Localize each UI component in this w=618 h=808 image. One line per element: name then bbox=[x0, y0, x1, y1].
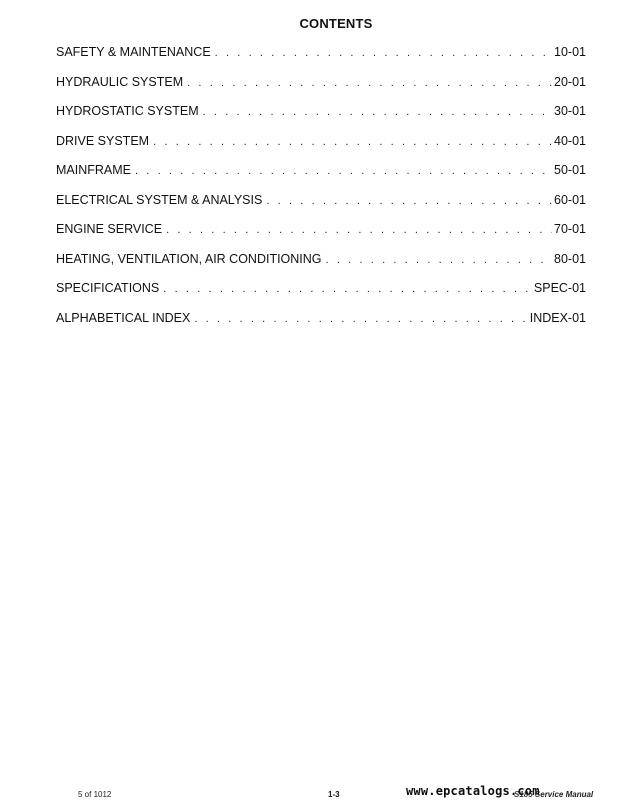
watermark-text: www.epcatalogs.com bbox=[406, 784, 540, 798]
toc-entry[interactable] bbox=[56, 252, 586, 282]
toc-entry-label: SPECIFICATIONS bbox=[56, 281, 160, 295]
manual-title: S185 Service Manual bbox=[514, 790, 594, 799]
toc-entry-label: MAINFRAME bbox=[56, 163, 131, 177]
toc-entry[interactable] bbox=[56, 75, 586, 105]
toc-entry[interactable] bbox=[56, 163, 586, 193]
toc-entry-page: INDEX-01 bbox=[529, 310, 586, 325]
toc-entry[interactable] bbox=[56, 311, 586, 341]
page-number: 1-3 bbox=[328, 790, 340, 799]
toc-entry-label: HYDRAULIC SYSTEM bbox=[56, 74, 184, 89]
toc-entry[interactable] bbox=[56, 193, 586, 223]
toc-entry-label: SAFETY & MAINTENANCE bbox=[56, 45, 211, 59]
dot-leader bbox=[194, 313, 527, 325]
toc-entry[interactable] bbox=[56, 104, 586, 134]
table-of-contents bbox=[56, 45, 586, 340]
toc-entry-page: 20-01 bbox=[554, 74, 586, 89]
dot-leader bbox=[163, 283, 532, 295]
toc-entry-page: 30-01 bbox=[554, 104, 586, 118]
toc-entry[interactable] bbox=[56, 134, 586, 164]
toc-entry-page: SPEC-01 bbox=[533, 281, 586, 295]
pdf-page-indicator: 5 of 1012 bbox=[78, 790, 112, 799]
toc-entry-label: HEATING, VENTILATION, AIR CONDITIONING bbox=[56, 251, 322, 266]
dot-leader bbox=[135, 165, 552, 177]
toc-entry-page: 40-01 bbox=[554, 133, 586, 148]
dot-leader bbox=[203, 106, 552, 118]
dot-leader bbox=[166, 224, 552, 236]
toc-entry[interactable] bbox=[56, 281, 586, 311]
dot-leader bbox=[326, 254, 552, 266]
toc-entry-label: DRIVE SYSTEM bbox=[56, 133, 150, 148]
toc-entry[interactable] bbox=[56, 45, 586, 75]
dot-leader bbox=[215, 47, 552, 59]
dot-leader bbox=[187, 77, 552, 89]
dot-leader bbox=[266, 195, 552, 207]
toc-entry[interactable] bbox=[56, 222, 586, 252]
toc-entry-page: 10-01 bbox=[554, 45, 586, 59]
toc-entry-label: ENGINE SERVICE bbox=[56, 222, 163, 236]
toc-entry-page: 70-01 bbox=[554, 222, 586, 236]
toc-entry-page: 80-01 bbox=[554, 251, 586, 266]
toc-entry-label: ELECTRICAL SYSTEM & ANALYSIS bbox=[56, 192, 263, 207]
toc-entry-page: 50-01 bbox=[554, 163, 586, 177]
toc-entry-page: 60-01 bbox=[554, 192, 586, 207]
toc-entry-label: HYDROSTATIC SYSTEM bbox=[56, 104, 199, 118]
dot-leader bbox=[153, 136, 552, 148]
toc-entry-label: ALPHABETICAL INDEX bbox=[56, 310, 191, 325]
page-title: CONTENTS bbox=[299, 16, 373, 31]
